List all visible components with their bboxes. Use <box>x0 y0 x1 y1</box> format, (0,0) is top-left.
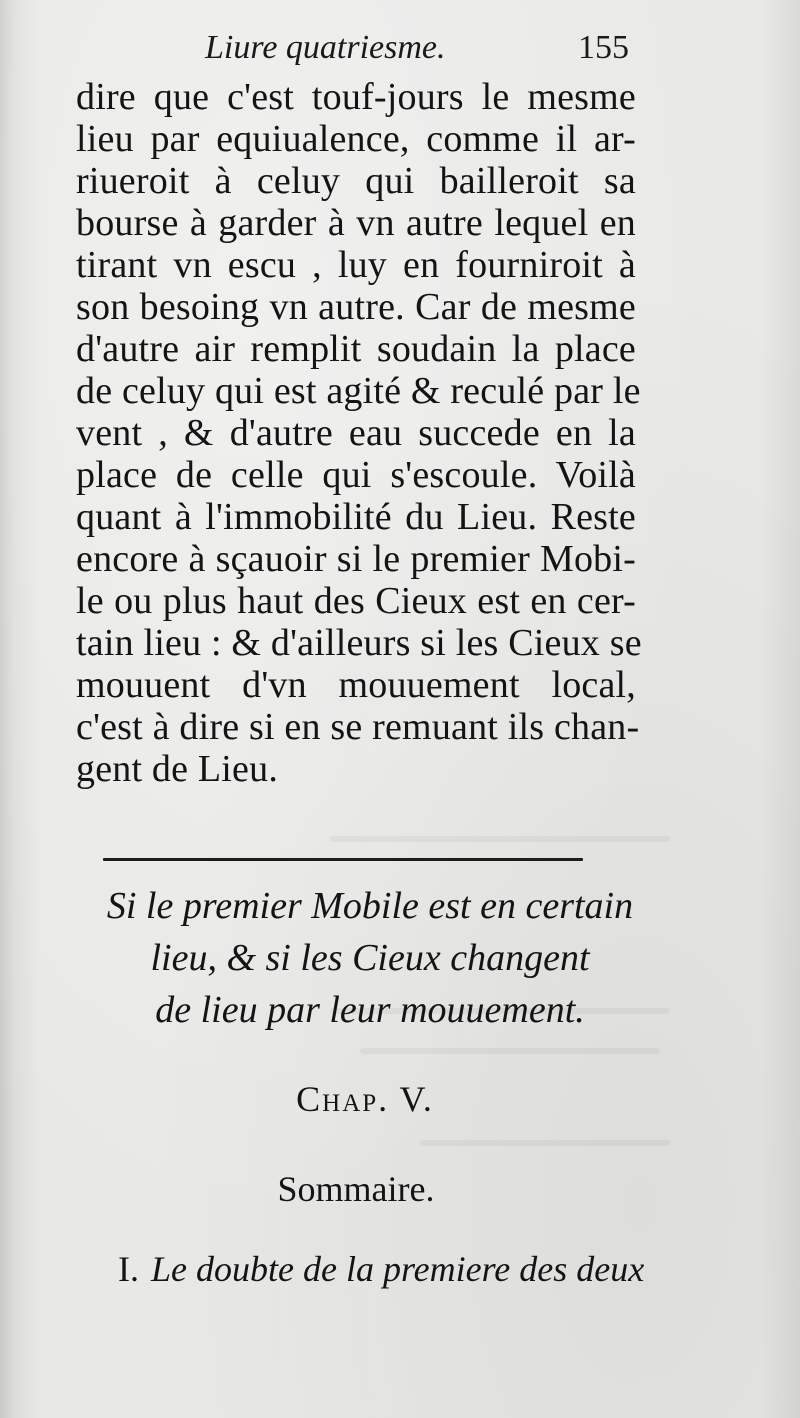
body-line: bourse à garder à vn autre lequel en <box>76 202 636 244</box>
body-line: dire que c'est touf-jours le mesme <box>76 76 636 118</box>
body-line: tirant vn escu , luy en fourniroit à <box>76 244 636 286</box>
body-line: gent de Lieu. <box>76 748 279 790</box>
body-line: son besoing vn autre. Car de mesme <box>76 286 636 328</box>
chapter-label: Chap. V. <box>296 1079 434 1119</box>
chapter-title-line: lieu, & si les Cieux changent <box>150 937 590 979</box>
body-line: encore à sçauoir si le premier Mobi- <box>76 538 636 580</box>
body-line: quant à l'immobilité du Lieu. Reste <box>76 496 636 538</box>
body-line: lieu par equiualence, comme il ar- <box>76 118 636 160</box>
summary-item <box>118 1248 644 1290</box>
show-through-shade <box>360 1048 660 1054</box>
summary-item-text: Le doubte de la premiere des deux <box>151 1249 645 1289</box>
body-line: place de celle qui s'escoule. Voilà <box>76 454 636 496</box>
body-line: riueroit à celuy qui bailleroit sa <box>76 160 636 202</box>
body-line: c'est à dire si en se remuant ils chan- <box>76 706 640 748</box>
body-text <box>76 76 642 790</box>
body-line: mouuent d'vn mouuement local, <box>76 664 636 706</box>
page-number: 155 <box>578 29 629 66</box>
show-through-shade <box>330 836 670 842</box>
chapter-title-line: Si le premier Mobile est en certain <box>106 885 634 927</box>
section-divider <box>103 858 583 861</box>
summary-item-number: I. <box>118 1249 139 1289</box>
body-line: d'autre air remplit soudain la place <box>76 328 636 370</box>
summary-heading: Sommaire. <box>277 1169 435 1209</box>
body-line: vent , & d'autre eau succede en la <box>76 412 636 454</box>
show-through-shade <box>420 1140 670 1146</box>
running-title: Liure quatriesme. <box>205 29 446 66</box>
body-line: le ou plus haut des Cieux est en cer- <box>76 580 636 622</box>
running-head <box>0 28 800 68</box>
body-line: tain lieu : & d'ailleurs si les Cieux se <box>76 622 642 664</box>
chapter-title-line: de lieu par leur mouuement. <box>155 989 585 1031</box>
body-line: de celuy qui est agité & reculé par le <box>76 370 641 412</box>
chapter-title <box>70 880 670 1036</box>
